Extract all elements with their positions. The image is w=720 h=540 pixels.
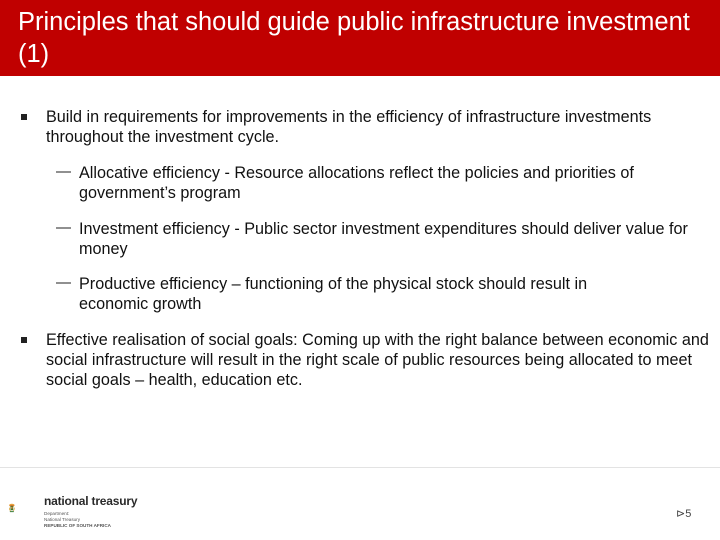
dash-icon: — — [56, 274, 71, 291]
logo-subline-2: National Treasury — [44, 517, 81, 522]
sub-bullet-2-text: Investment efficiency - Public sector investment expenditures should deliver value for money — [79, 220, 688, 258]
title-bar — [0, 0, 720, 76]
dash-icon: — — [56, 219, 71, 236]
page-number: ⊳5 — [676, 508, 692, 520]
footer-divider — [0, 467, 720, 468]
sub-bullet-3-text: Productive efficiency – functioning of the physical stock should result in economic growth — [79, 275, 588, 313]
bullet-2-text: Effective realisation of social goals: Coming up with the right balance between economic and social infrastructure will result in the right scale of public resources being allocated to meet social goals – health, education etc. — [46, 331, 709, 389]
coat-of-arms-icon — [8, 486, 42, 530]
bullet-1-text: Build in requirements for improvements in the efficiency of infrastructure investments throughout the investment cycle. — [46, 108, 652, 146]
slide-title: Principles that should guide public infrastructure investment (1) — [18, 8, 690, 68]
bullet-square-icon — [21, 337, 27, 343]
logo-wordmark: national treasury — [44, 494, 138, 508]
logo-subline-1: Department: — [44, 511, 70, 516]
logo-subline-3: REPUBLIC OF SOUTH AFRICA — [44, 523, 111, 528]
dash-icon: — — [56, 163, 71, 180]
sub-bullet-1-text: Allocative efficiency - Resource allocations reflect the policies and priorities of government’s program — [79, 164, 634, 202]
bullet-square-icon — [21, 114, 27, 120]
